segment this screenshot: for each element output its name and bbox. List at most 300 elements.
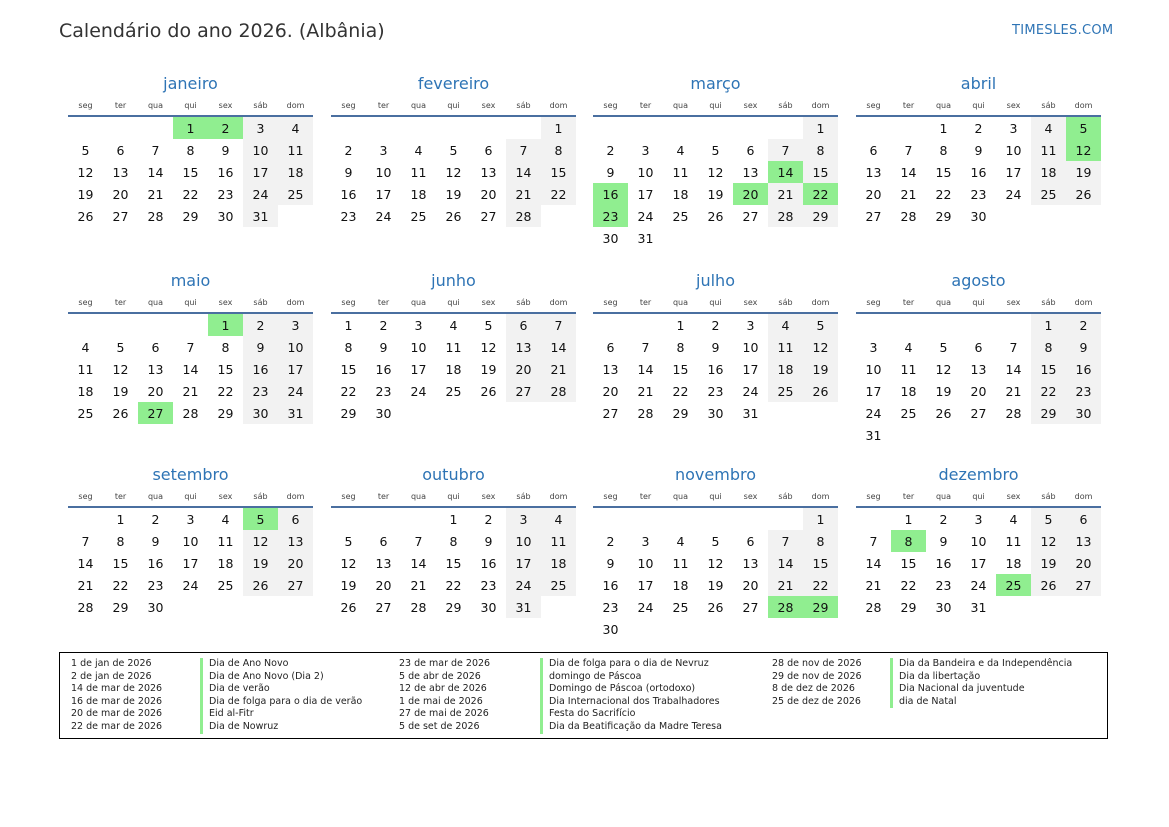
day-grid (856, 508, 1101, 618)
weekday-header (68, 95, 313, 115)
day-cell: 5 (803, 314, 838, 336)
day-cell: 25 (1031, 183, 1066, 205)
month-name: setembro (152, 465, 229, 484)
day-cell: 15 (340, 361, 357, 377)
day-cell: 15 (112, 555, 129, 571)
day-cell: 6 (974, 339, 983, 355)
day-cell: 5 (344, 533, 353, 549)
day-cell: 4 (414, 142, 423, 158)
day-cell: 13 (865, 164, 882, 180)
month-name: outubro (422, 465, 485, 484)
empty-cell (68, 117, 103, 139)
day-cell: 29 (935, 208, 952, 224)
weekday-header (331, 486, 576, 506)
day-cell: 19 (803, 358, 838, 380)
day-cell: 8 (221, 339, 230, 355)
day-cell: 2 (344, 142, 353, 158)
empty-cell (996, 314, 1031, 336)
weekday-label: ter (902, 491, 915, 501)
empty-cell (593, 508, 628, 530)
day-grid (68, 508, 313, 618)
day-cell: 7 (904, 142, 913, 158)
weekday-label: ter (902, 100, 915, 110)
day-cell: 21 (637, 383, 654, 399)
day-cell: 1 (939, 120, 948, 136)
day-cell: 24 (506, 574, 541, 596)
day-cell: 7 (768, 530, 803, 552)
empty-cell (68, 508, 103, 530)
legend-holiday-name: Eid al-Fitr (200, 708, 390, 721)
legend-date: 2 de jan de 2026 (71, 670, 152, 682)
legend-holiday-name: domingo de Páscoa (540, 671, 765, 684)
day-cell: 6 (1066, 508, 1101, 530)
empty-cell (926, 314, 961, 336)
day-cell: 9 (243, 336, 278, 358)
day-cell: 21 (541, 358, 576, 380)
empty-cell (856, 508, 891, 530)
day-cell: 31 (506, 596, 541, 618)
day-cell: 26 (803, 380, 838, 402)
weekday-label: seg (603, 100, 618, 110)
weekday-label: qui (972, 100, 985, 110)
weekday-label: ter (114, 297, 127, 307)
day-cell: 3 (278, 314, 313, 336)
day-cell: 13 (742, 555, 759, 571)
month-junho (331, 270, 576, 424)
day-cell: 3 (641, 142, 650, 158)
day-cell: 23 (602, 599, 619, 615)
weekday-label: seg (78, 297, 93, 307)
day-cell: 24 (742, 383, 759, 399)
day-cell: 2 (711, 317, 720, 333)
legend-names-col-2 (540, 658, 765, 734)
day-cell: 13 (742, 164, 759, 180)
weekday-header (593, 95, 838, 115)
empty-cell (138, 314, 173, 336)
day-cell: 2 (151, 511, 160, 527)
day-cell: 13 (375, 555, 392, 571)
day-cell: 5 (711, 142, 720, 158)
holiday-day-cell: 27 (138, 402, 173, 424)
day-cell: 12 (803, 336, 838, 358)
day-cell: 13 (506, 336, 541, 358)
legend-dates-col-3 (772, 658, 888, 708)
weekday-label: dom (286, 100, 305, 110)
day-cell: 28 (900, 208, 917, 224)
day-cell: 16 (707, 361, 724, 377)
weekday-label: dom (549, 297, 568, 307)
legend-holiday-name: Festa do Sacrifício (540, 708, 765, 721)
day-cell: 28 (865, 599, 882, 615)
legend-date: 1 de mai de 2026 (399, 695, 483, 707)
weekday-label: sex (1006, 297, 1021, 307)
day-cell: 6 (116, 142, 125, 158)
holiday-day-cell: 20 (733, 183, 768, 205)
day-cell: 9 (379, 339, 388, 355)
weekday-label: dom (1074, 100, 1093, 110)
day-cell: 3 (243, 117, 278, 139)
day-cell: 10 (506, 530, 541, 552)
day-cell: 4 (676, 533, 685, 549)
day-cell: 25 (541, 574, 576, 596)
day-cell: 4 (81, 339, 90, 355)
empty-cell (103, 314, 138, 336)
day-cell: 31 (243, 205, 278, 227)
day-cell: 17 (637, 186, 654, 202)
day-cell: 7 (151, 142, 160, 158)
day-cell: 27 (742, 208, 759, 224)
weekday-label: dom (549, 100, 568, 110)
weekday-label: sáb (778, 297, 793, 307)
day-cell: 21 (182, 383, 199, 399)
day-cell: 11 (1031, 139, 1066, 161)
day-cell: 12 (707, 164, 724, 180)
day-cell: 5 (711, 533, 720, 549)
day-cell: 4 (449, 317, 458, 333)
day-cell: 13 (278, 530, 313, 552)
day-cell: 10 (278, 336, 313, 358)
day-cell: 31 (865, 427, 882, 443)
day-cell: 27 (602, 405, 619, 421)
day-cell: 22 (182, 186, 199, 202)
day-cell: 20 (375, 577, 392, 593)
weekday-header (856, 486, 1101, 506)
day-cell: 2 (606, 533, 615, 549)
day-cell: 12 (707, 555, 724, 571)
empty-cell (628, 314, 663, 336)
day-cell: 19 (77, 186, 94, 202)
weekday-label: qui (184, 297, 197, 307)
day-cell: 29 (340, 405, 357, 421)
weekday-label: sex (743, 491, 758, 501)
day-cell: 2 (606, 142, 615, 158)
day-cell: 12 (77, 164, 94, 180)
day-cell: 7 (414, 533, 423, 549)
weekday-label: seg (866, 491, 881, 501)
legend-holiday-name: Dia Internacional dos Trabalhadores (540, 696, 765, 709)
weekday-label: sex (743, 297, 758, 307)
weekday-label: ter (639, 491, 652, 501)
month-name: abril (960, 74, 997, 93)
empty-cell (733, 508, 768, 530)
day-cell: 17 (865, 383, 882, 399)
day-cell: 11 (672, 164, 689, 180)
day-cell: 25 (278, 183, 313, 205)
legend-holiday-name: Dia de verão (200, 683, 390, 696)
legend-date: 29 de nov de 2026 (772, 670, 862, 682)
day-cell: 25 (217, 577, 234, 593)
day-cell: 29 (803, 205, 838, 227)
day-cell: 16 (602, 577, 619, 593)
empty-cell (698, 508, 733, 530)
day-cell: 24 (970, 577, 987, 593)
weekday-label: ter (114, 100, 127, 110)
day-cell: 21 (768, 183, 803, 205)
day-cell: 5 (1031, 508, 1066, 530)
day-cell: 28 (147, 208, 164, 224)
legend-date: 12 de abr de 2026 (399, 683, 487, 695)
day-cell: 4 (1009, 511, 1018, 527)
day-cell: 17 (375, 186, 392, 202)
day-cell: 18 (672, 186, 689, 202)
day-cell: 6 (484, 142, 493, 158)
day-cell: 22 (217, 383, 234, 399)
weekday-header (593, 486, 838, 506)
day-grid (331, 117, 576, 227)
day-cell: 19 (935, 383, 952, 399)
brand-link[interactable]: TIMESLES.COM (1012, 23, 1114, 38)
day-cell: 30 (970, 208, 987, 224)
holiday-day-cell: 22 (803, 183, 838, 205)
holiday-day-cell: 1 (173, 117, 208, 139)
day-cell: 24 (243, 183, 278, 205)
day-cell: 23 (147, 577, 164, 593)
month-name: março (690, 74, 741, 93)
day-cell: 8 (1031, 336, 1066, 358)
weekday-label: qui (972, 491, 985, 501)
weekday-label: sex (481, 297, 496, 307)
day-cell: 6 (746, 533, 755, 549)
day-cell: 11 (77, 361, 94, 377)
day-cell: 1 (803, 117, 838, 139)
day-cell: 3 (974, 511, 983, 527)
legend-date: 27 de mai de 2026 (399, 708, 489, 720)
empty-cell (663, 508, 698, 530)
day-cell: 6 (506, 314, 541, 336)
day-cell: 3 (869, 339, 878, 355)
weekday-label: dom (549, 491, 568, 501)
day-grid (68, 117, 313, 227)
legend-date: 5 de set de 2026 (399, 720, 480, 732)
day-cell: 25 (410, 208, 427, 224)
weekday-label: sáb (253, 100, 268, 110)
weekday-label: qua (935, 297, 952, 307)
day-cell: 1 (676, 317, 685, 333)
day-cell: 6 (606, 339, 615, 355)
day-cell: 20 (1066, 552, 1101, 574)
weekday-label: sex (743, 100, 758, 110)
weekday-label: qui (709, 100, 722, 110)
day-cell: 3 (414, 317, 423, 333)
weekday-header (593, 292, 838, 312)
day-cell: 19 (243, 552, 278, 574)
day-cell: 1 (904, 511, 913, 527)
legend-date: 23 de mar de 2026 (399, 658, 491, 669)
day-cell: 28 (506, 205, 541, 227)
day-cell: 15 (935, 164, 952, 180)
day-cell: 23 (243, 380, 278, 402)
day-cell: 2 (379, 317, 388, 333)
day-cell: 28 (77, 599, 94, 615)
empty-cell (891, 314, 926, 336)
day-cell: 27 (375, 599, 392, 615)
day-cell: 16 (935, 555, 952, 571)
day-cell: 13 (112, 164, 129, 180)
day-cell: 29 (182, 208, 199, 224)
day-cell: 20 (602, 383, 619, 399)
day-cell: 8 (939, 142, 948, 158)
day-cell: 11 (1005, 533, 1022, 549)
day-cell: 19 (707, 186, 724, 202)
weekday-label: ter (377, 100, 390, 110)
weekday-label: qua (672, 491, 689, 501)
day-cell: 7 (186, 339, 195, 355)
day-cell: 10 (637, 555, 654, 571)
day-cell: 16 (217, 164, 234, 180)
weekday-label: sex (218, 100, 233, 110)
weekday-label: seg (78, 491, 93, 501)
day-grid (856, 117, 1101, 227)
day-cell: 12 (1031, 530, 1066, 552)
day-cell: 18 (1031, 161, 1066, 183)
weekday-label: qua (147, 100, 164, 110)
day-cell: 27 (1066, 574, 1101, 596)
day-cell: 1 (1031, 314, 1066, 336)
empty-cell (593, 117, 628, 139)
weekday-label: seg (603, 491, 618, 501)
day-cell: 1 (449, 511, 458, 527)
day-cell: 12 (112, 361, 129, 377)
empty-cell (401, 508, 436, 530)
day-cell: 15 (803, 161, 838, 183)
day-cell: 9 (606, 555, 615, 571)
weekday-label: qui (447, 100, 460, 110)
empty-cell (331, 508, 366, 530)
day-grid (856, 314, 1101, 446)
weekday-label: sáb (516, 491, 531, 501)
day-cell: 23 (375, 383, 392, 399)
weekday-label: sáb (1041, 297, 1056, 307)
day-grid (68, 314, 313, 424)
month-name: fevereiro (417, 74, 490, 93)
day-cell: 21 (900, 186, 917, 202)
day-cell: 15 (803, 552, 838, 574)
day-cell: 10 (410, 339, 427, 355)
empty-cell (961, 314, 996, 336)
legend-holiday-name: Dia de Ano Novo (Dia 2) (200, 671, 390, 684)
holiday-day-cell: 25 (996, 574, 1031, 596)
day-cell: 23 (340, 208, 357, 224)
day-cell: 26 (112, 405, 129, 421)
weekday-label: sáb (516, 100, 531, 110)
legend-date: 14 de mar de 2026 (71, 683, 163, 695)
empty-cell (138, 117, 173, 139)
empty-cell (628, 508, 663, 530)
legend-date: 1 de jan de 2026 (71, 658, 152, 669)
day-cell: 13 (970, 361, 987, 377)
month-name: janeiro (163, 74, 218, 93)
day-cell: 18 (768, 358, 803, 380)
weekday-label: dom (286, 297, 305, 307)
day-cell: 9 (151, 533, 160, 549)
legend-holiday-name: Dia Nacional da juventude (890, 683, 1100, 696)
month-name: julho (696, 271, 735, 290)
day-cell: 1 (344, 317, 353, 333)
day-cell: 28 (182, 405, 199, 421)
day-cell: 19 (340, 577, 357, 593)
legend-names-col-3 (890, 658, 1100, 708)
day-cell: 10 (970, 533, 987, 549)
day-cell: 7 (506, 139, 541, 161)
day-cell: 21 (865, 577, 882, 593)
day-cell: 20 (112, 186, 129, 202)
day-cell: 18 (278, 161, 313, 183)
day-cell: 12 (243, 530, 278, 552)
weekday-label: ter (902, 297, 915, 307)
day-cell: 10 (742, 339, 759, 355)
day-cell: 3 (746, 317, 755, 333)
day-cell: 14 (900, 164, 917, 180)
day-cell: 15 (900, 555, 917, 571)
weekday-label: sex (218, 297, 233, 307)
day-cell: 19 (112, 383, 129, 399)
day-cell: 7 (641, 339, 650, 355)
day-cell: 22 (935, 186, 952, 202)
day-cell: 18 (217, 555, 234, 571)
empty-cell (401, 117, 436, 139)
day-cell: 8 (803, 530, 838, 552)
weekday-label: seg (603, 297, 618, 307)
day-cell: 21 (768, 574, 803, 596)
day-cell: 20 (147, 383, 164, 399)
day-cell: 6 (869, 142, 878, 158)
day-cell: 6 (151, 339, 160, 355)
day-cell: 11 (278, 139, 313, 161)
empty-cell (103, 117, 138, 139)
day-cell: 14 (865, 555, 882, 571)
legend-date: 8 de dez de 2026 (772, 683, 855, 695)
day-cell: 19 (1066, 161, 1101, 183)
day-cell: 11 (672, 555, 689, 571)
day-cell: 9 (344, 164, 353, 180)
weekday-label: qui (184, 491, 197, 501)
weekday-label: dom (286, 491, 305, 501)
empty-cell (331, 117, 366, 139)
day-cell: 8 (186, 142, 195, 158)
day-cell: 24 (1005, 186, 1022, 202)
day-cell: 18 (900, 383, 917, 399)
day-grid (593, 508, 838, 640)
weekday-label: ter (639, 297, 652, 307)
day-cell: 21 (506, 183, 541, 205)
holiday-legend (59, 652, 1108, 739)
day-cell: 17 (410, 361, 427, 377)
legend-holiday-name: Domingo de Páscoa (ortodoxo) (540, 683, 765, 696)
day-cell: 29 (900, 599, 917, 615)
month-abril (856, 73, 1101, 227)
day-cell: 23 (480, 577, 497, 593)
day-cell: 17 (506, 552, 541, 574)
weekday-header (331, 292, 576, 312)
day-cell: 9 (711, 339, 720, 355)
day-cell: 13 (1066, 530, 1101, 552)
empty-cell (366, 508, 401, 530)
day-cell: 21 (147, 186, 164, 202)
weekday-header (331, 95, 576, 115)
weekday-label: qui (447, 297, 460, 307)
day-cell: 30 (480, 599, 497, 615)
weekday-label: qua (147, 297, 164, 307)
weekday-label: ter (377, 491, 390, 501)
day-cell: 11 (900, 361, 917, 377)
holiday-day-cell: 29 (803, 596, 838, 618)
day-cell: 5 (81, 142, 90, 158)
weekday-header (68, 292, 313, 312)
weekday-label: dom (811, 491, 830, 501)
day-cell: 9 (974, 142, 983, 158)
day-cell: 8 (803, 139, 838, 161)
day-cell: 28 (1005, 405, 1022, 421)
